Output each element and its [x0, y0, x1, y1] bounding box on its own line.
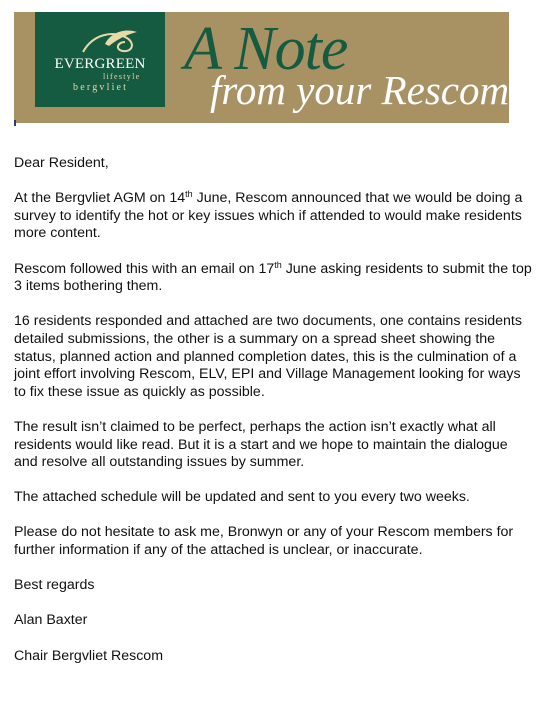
signature-name: Alan Baxter: [14, 612, 88, 629]
logo-location: bergvliet: [73, 82, 129, 93]
greeting: Dear Resident,: [14, 155, 109, 171]
paragraph-email-start: Rescom followed this with an email on 17: [14, 260, 275, 277]
paragraph-schedule: The attached schedule will be updated and sent to you every two weeks.: [14, 489, 470, 506]
logo-tagline: lifestyle: [103, 72, 141, 81]
closing: Best regards: [14, 577, 95, 594]
leaf-swirl-icon: [75, 24, 145, 60]
evergreen-logo: [35, 12, 165, 107]
logo-wordmark: EVERGREEN: [54, 56, 146, 72]
paragraph-result: The result isn’t claimed to be perfect, perhaps the action isn’t exactly what all residents would like read. But it is a start and we hope to maintain the dialogue and resolve all outstanding issues by summer.: [14, 418, 508, 471]
banner-title: A Note: [184, 15, 348, 83]
ordinal-suffix: th: [185, 189, 193, 200]
paragraph-agm: [14, 190, 534, 243]
letter-body: [14, 155, 534, 683]
banner-edge-mark: [14, 120, 16, 126]
paragraph-agm-start: At the Bergvliet AGM on 14: [14, 190, 186, 207]
paragraph-email: [14, 261, 534, 296]
paragraph-email-end: June asking residents to submit the top 3 items bothering them.: [14, 260, 532, 295]
ordinal-suffix: th: [274, 259, 282, 270]
banner-subtitle: from your Rescom: [210, 67, 510, 113]
paragraph-agm-end: June, Rescom announced that we would be doing a survey to identify the hot or key issues which if attended to would make residents more content.: [14, 190, 523, 242]
paragraph-responses: 16 residents responded and attached are two documents, one contains residents detailed submissions, the other is a summary on a spread sheet showing the status, planned action and planned completion dates, this is the culmination of a joint effort involving Rescom, ELV, EPI and Village Management looking for ways to fix these issue as quickly as possible.: [14, 313, 522, 400]
signature-title: Chair Bergvliet Rescom: [14, 647, 164, 664]
header-banner: [14, 12, 509, 123]
paragraph-contact: Please do not hesitate to ask me, Bronwyn or any of your Rescom members for further information if any of the attached is unclear, or inaccurate.: [14, 524, 514, 559]
